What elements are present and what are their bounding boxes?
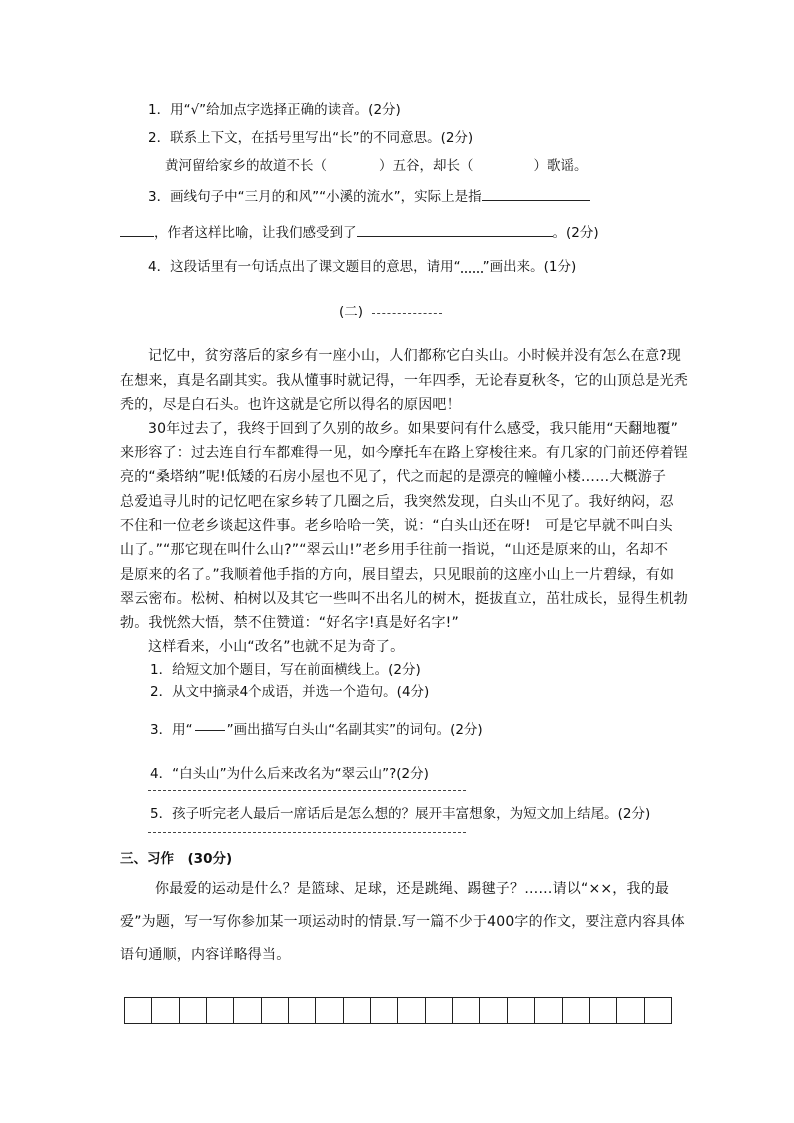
question-3-line1: [148, 186, 590, 206]
p2-line-7: 翠云密布。松树、柏树以及其它一些叫不出名儿的树木，挺拔直立，茁壮成长，显得生机勃: [120, 591, 688, 607]
q3-answer-blank-2[interactable]: [120, 222, 154, 237]
p2-line-1: 来形容了：过去连自行车都难得一见，如今摩托车在路上穿梭往来。有几家的门前还停着锃: [120, 445, 688, 461]
grid-cell[interactable]: [508, 998, 535, 1023]
q3-answer-blank-3[interactable]: [357, 222, 553, 237]
grid-cell[interactable]: [480, 998, 507, 1023]
question-2-sentence: [165, 157, 588, 175]
q5-answer-line[interactable]: [148, 832, 466, 833]
q3-text-a: 3．画线句子中“三月的和风”“小溪的流水”，实际上是指: [148, 189, 482, 205]
grid-cell[interactable]: [426, 998, 453, 1023]
grid-cell[interactable]: [398, 998, 425, 1023]
p2-line-5: 山了。”“那它现在叫什么山?”“翠云山!”老乡用手往前一指说，“山还是原来的山，名却不: [120, 542, 669, 558]
p2-line-8: 勃。我恍然大悟，禁不住赞道：“好名字!真是好名字!”: [120, 615, 459, 631]
question-1: 1．用“√”给加点字选择正确的读音。(2分): [148, 102, 401, 118]
p2-line-0: 30年过去了，我终于回到了久别的故乡。如果要问有什么感受，我只能用“天翻地覆”: [148, 421, 679, 437]
grid-cell[interactable]: [262, 998, 289, 1023]
writing-grid[interactable]: [124, 997, 672, 1024]
s2-question-1: 1．给短文加个题目，写在前面横线上。(2分): [150, 662, 421, 678]
wavy-line-icon: [461, 261, 483, 273]
q4-text-b: ”画出来。(1分): [482, 259, 577, 275]
grid-cell[interactable]: [535, 998, 562, 1023]
grid-cell[interactable]: [590, 998, 617, 1023]
p1-line-0: 记忆中，贫穷落后的家乡有一座小山，人们都称它白头山。小时候并没有怎么在意?现: [148, 348, 682, 364]
grid-cell[interactable]: [180, 998, 207, 1023]
q3-text-b: ，作者这样比喻，让我们感受到了: [154, 225, 357, 241]
question-2: 2．联系上下文，在括号里写出“长”的不同意思。(2分): [148, 130, 474, 146]
grid-cell[interactable]: [234, 998, 261, 1023]
q2-part-b: ）五谷，却长（: [379, 158, 474, 174]
grid-cell[interactable]: [289, 998, 316, 1023]
grid-cell[interactable]: [453, 998, 480, 1023]
q2-part-a: 黄河留给家乡的故道不长（: [165, 158, 327, 174]
prompt-line-1: 爱”为题，写一写你参加某一项运动时的情景.写一篇不少于400字的作文，要注意内容具体: [120, 914, 685, 930]
prompt-line-0: 你最爱的运动是什么？是篮球、足球，还是跳绳、踢毽子？……请以“××，我的最: [155, 881, 670, 897]
p2-line-6: 是原来的名了。”我顺着他手指的方向，展目望去，只见眼前的这座小山上一片碧绿，有如: [120, 567, 675, 583]
s2-question-4: 4．“白头山”为什么后来改名为“翠云山”?(2分): [150, 766, 429, 782]
title-blank-line[interactable]: [372, 313, 442, 314]
s2-q3-text-b: ”画出描写白头山“名副其实”的词句。(2分): [226, 722, 483, 738]
grid-cell[interactable]: [125, 998, 152, 1023]
straight-line-icon: [195, 730, 225, 731]
q3-text-c: 。(2分): [552, 225, 599, 241]
grid-cell[interactable]: [617, 998, 644, 1023]
p3-line: 这样看来，小山“改名”也就不足为奇了。: [148, 639, 405, 655]
question-4: [148, 258, 576, 276]
q2-part-c: ）歌谣。: [533, 158, 588, 174]
q3-answer-blank-1[interactable]: [482, 186, 590, 201]
grid-cell[interactable]: [152, 998, 179, 1023]
s2-question-5: 5．孩子听完老人最后一席话后是怎么想的？展开丰富想象，为短文加上结尾。(2分): [150, 806, 651, 822]
p1-line-2: 秃的，尽是白石头。也许这就是它所以得名的原因吧！: [120, 397, 461, 413]
p2-line-3: 总爱追寻儿时的记忆吧在家乡转了几圈之后，我突然发现，白头山不见了。我好纳闷，忍: [120, 494, 674, 510]
grid-cell[interactable]: [645, 998, 671, 1023]
question-3-line2: [120, 222, 599, 242]
s2-q3-text-a: 3．用“: [150, 722, 193, 738]
grid-cell[interactable]: [316, 998, 343, 1023]
q4-answer-line[interactable]: [148, 790, 466, 791]
grid-cell[interactable]: [344, 998, 371, 1023]
section-three-heading: 三、习作 (30分): [120, 851, 233, 867]
prompt-line-2: 语句通顺，内容详略得当。: [120, 947, 291, 963]
grid-cell[interactable]: [207, 998, 234, 1023]
s2-question-3: [150, 721, 483, 739]
grid-cell[interactable]: [371, 998, 398, 1023]
p2-line-4: 不住和一位老乡谈起这件事。老乡哈哈一笑，说：“白头山还在呀! 可是它早就不叫白头: [120, 518, 673, 534]
p2-line-2: 亮的“桑塔纳”呢!低矮的石房小屋也不见了，代之而起的是漂亮的幢幢小楼……大概游子: [120, 469, 667, 485]
section-two-heading: (二): [339, 304, 364, 320]
q4-text-a: 4．这段话里有一句话点出了课文题目的意思，请用“: [148, 259, 461, 275]
grid-cell[interactable]: [563, 998, 590, 1023]
p1-line-1: 在想来，真是名副其实。我从懂事时就记得，一年四季，无论春夏秋冬，它的山顶总是光秃: [120, 373, 688, 389]
s2-question-2: 2．从文中摘录4个成语，并选一个造句。(4分): [150, 684, 430, 700]
